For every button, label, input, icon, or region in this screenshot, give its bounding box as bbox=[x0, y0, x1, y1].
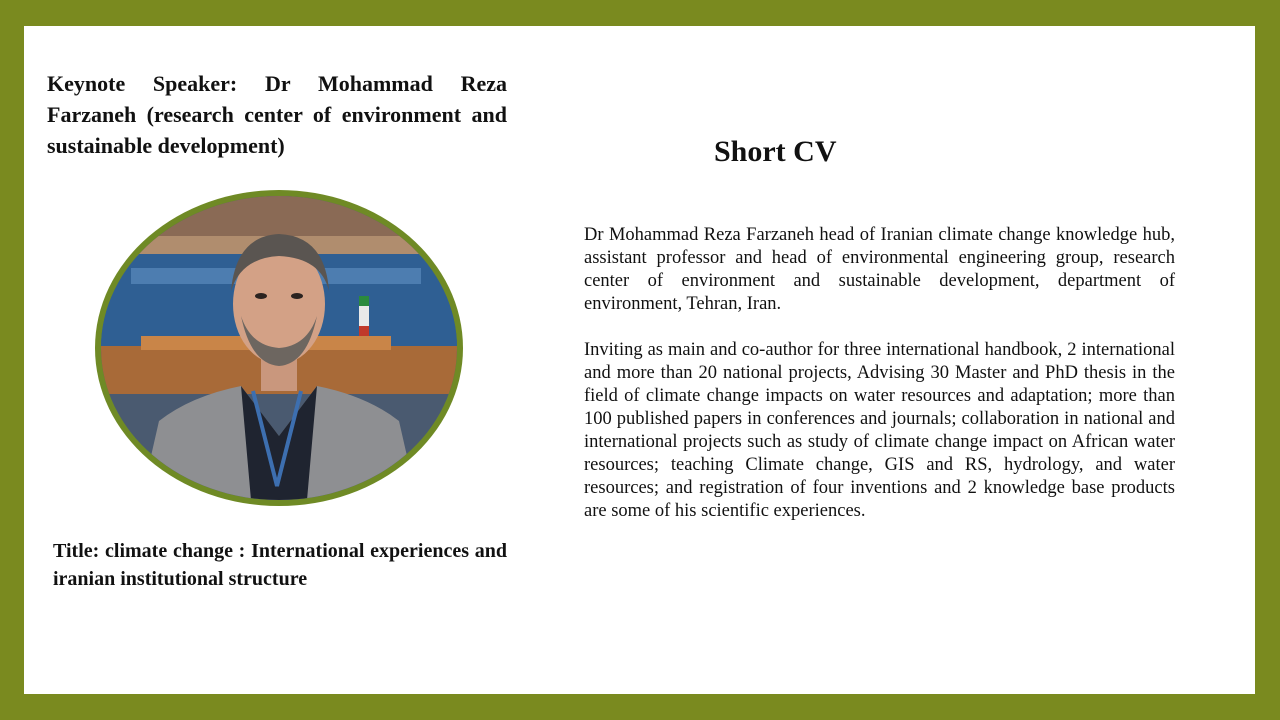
speaker-photo-illustration bbox=[101, 196, 457, 500]
cv-paragraph-affiliation: Dr Mohammad Reza Farzaneh head of Iranian climate change knowledge hub, assistant professor and head of environmental engineering group, research center of environment and sustainable development, department of environment, Tehran, Iran. bbox=[584, 225, 1175, 314]
slide-canvas bbox=[24, 26, 1255, 694]
cv-paragraph-experience: Inviting as main and co-author for three international handbook, 2 international and more than 20 national projects, Advising 30 Master and PhD thesis in the field of climate change impacts on water resources and adaptation; more than 100 published papers in conferences and journals; collaboration in national and international projects such as study of climate change impact on African water resources; teaching Climate change, GIS and RS, hydrology, and water resources; and registration of four inventions and 2 knowledge base products are some of his scientific experiences. bbox=[584, 340, 1175, 521]
cv-heading: Short CV bbox=[714, 135, 837, 168]
talk-title: Title: climate change : International experiences and iranian institutional structure bbox=[53, 540, 507, 590]
speaker-heading: Keynote Speaker: Dr Mohammad Reza Farzaneh (research center of environment and sustainable development) bbox=[47, 71, 507, 158]
speaker-photo bbox=[101, 196, 457, 500]
cv-body bbox=[584, 224, 1175, 523]
speaker-photo-frame bbox=[95, 190, 463, 506]
